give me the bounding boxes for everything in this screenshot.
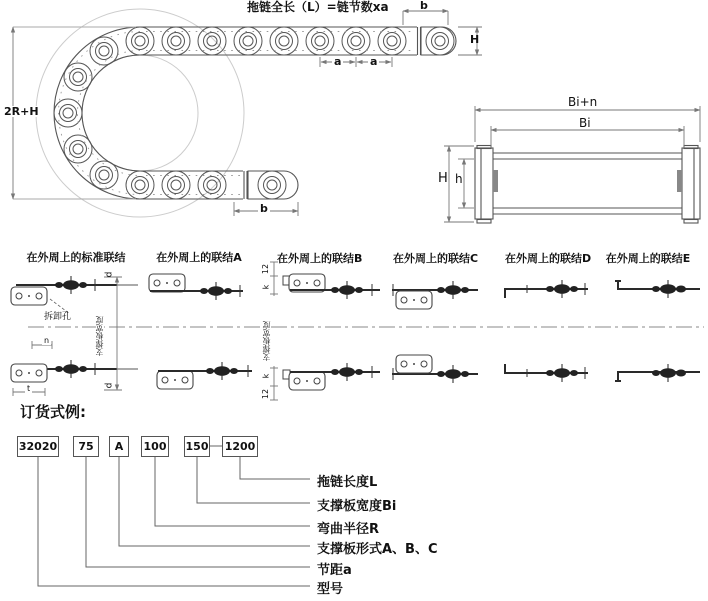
legend-model: 型号 (317, 582, 344, 597)
panel-title-c: 在外周上的联结C (393, 252, 479, 265)
dim-bi-plus-n: Bi+n (568, 95, 598, 109)
order-code-plate-type: A (109, 436, 129, 457)
dim-k-top: k (261, 284, 271, 290)
order-code-pitch: 75 (73, 436, 99, 457)
detach-hole-label: 拆卸孔 (44, 312, 72, 322)
dim-H-cross: H (438, 171, 448, 186)
panel-title-a: 在外周上的联结A (156, 251, 242, 264)
dim-k-bottom: k (261, 373, 271, 379)
connection-a (149, 274, 252, 389)
legend-bend-radius: 弯曲半径R (317, 522, 380, 537)
panel-title-b: 在外周上的联结B (277, 252, 363, 265)
dim-a-1: a (334, 55, 342, 68)
order-code-length: 1200 (222, 436, 258, 457)
dim-a-2: a (370, 55, 378, 68)
legend-plate-type: 支撑板形式A、B、C (317, 542, 438, 557)
connection-e (615, 280, 700, 382)
legend-pitch: 节距a (317, 563, 352, 578)
dim-t: t (27, 384, 31, 393)
dim-2R-plus-H: 2R+H (4, 105, 39, 118)
connection-standard (11, 276, 138, 396)
dim-bi: Bi (579, 116, 591, 130)
chain-side-view (54, 27, 456, 199)
cross-section-view (475, 146, 700, 224)
panel-title-d: 在外周上的联结D (505, 252, 592, 265)
order-example-heading: 订货式例: (20, 403, 86, 421)
order-code-radius: 100 (141, 436, 169, 457)
dim-d-bottom: d (104, 382, 115, 389)
construction-circles (36, 9, 244, 217)
support-plate-width-label-1: 支撑板宽度 (96, 300, 104, 356)
dim-b-top: b (420, 0, 428, 12)
panel-title-standard: 在外周上的标准联结 (26, 251, 126, 264)
panel-title-e: 在外周上的联结E (605, 252, 691, 265)
dim-H-side: H (470, 33, 480, 46)
dim-12-top: 12 (261, 263, 271, 275)
cross-section-dimensions (444, 106, 700, 222)
chain-length-formula: 拖链全长（L）=链节数xa (247, 0, 389, 14)
order-code-plate-width: 150 (184, 436, 210, 457)
connection-d (505, 280, 588, 382)
connection-b (270, 262, 380, 400)
dim-h-cross: h (455, 172, 463, 186)
support-plate-width-label-2: 支撑板宽度 (263, 305, 271, 361)
order-connector-lines (38, 446, 310, 586)
order-code-model: 32020 (17, 436, 59, 457)
dim-n: n (44, 336, 50, 345)
connection-c (392, 281, 478, 383)
dim-12-bottom: 12 (261, 388, 271, 400)
legend-chain-length: 拖链长度L (317, 475, 378, 490)
legend-plate-width: 支撑板宽度Bi (317, 499, 397, 514)
dim-b-bottom: b (260, 202, 268, 215)
dim-d-top: d (104, 271, 115, 278)
